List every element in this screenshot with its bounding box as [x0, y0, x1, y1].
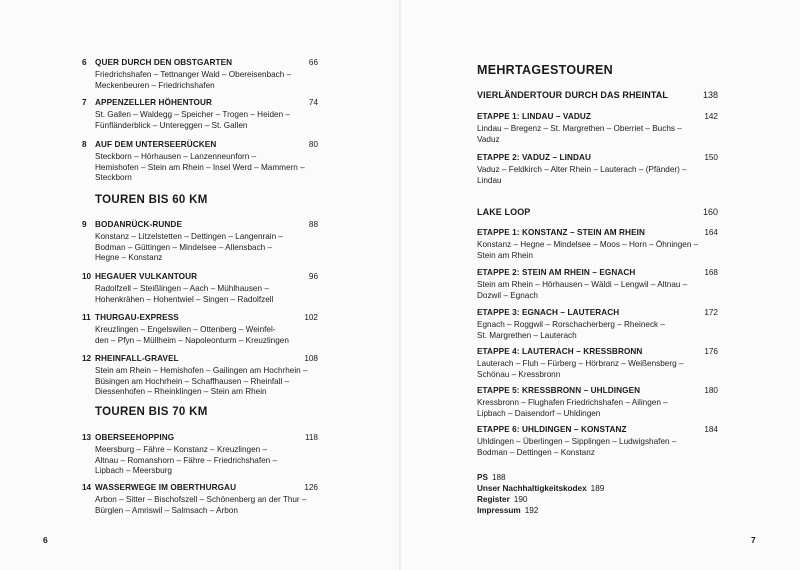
entry-number: 6	[82, 58, 87, 67]
entry-page: 184	[704, 425, 718, 434]
appendix-label: Register	[477, 495, 510, 504]
route-line: Stein am Rhein – Hemishofen – Gailingen am Hochrhein –	[95, 366, 308, 375]
route-line: Friedrichshafen – Tettnanger Wald – Obereisenbach –	[95, 70, 292, 79]
entry-page: 164	[704, 228, 718, 237]
entry-title: QUER DURCH DEN OBSTGARTEN	[95, 58, 233, 67]
toc-tour-entry[interactable]	[477, 207, 718, 219]
entry-title: BODANRÜCK-RUNDE	[95, 220, 183, 229]
appendix-page: 192	[524, 506, 539, 515]
route-line: Lindau	[477, 175, 502, 185]
stage-title: ETAPPE 1: LINDAU – VADUZ	[477, 112, 592, 121]
toc-stage-entry[interactable]	[477, 228, 718, 262]
route-line: Konstanz – Litzelstetten – Dettingen – Langenrain –	[95, 232, 283, 241]
toc-entry[interactable]	[82, 98, 318, 132]
toc-entry[interactable]	[82, 433, 318, 477]
stage-title: ETAPPE 6: UHLDINGEN – KONSTANZ	[477, 425, 627, 434]
entry-title: WASSERWEGE IM OBERTHURGAU	[95, 483, 237, 492]
tour-title: LAKE LOOP	[477, 207, 531, 217]
route-line: Lipbach – Meersburg	[95, 466, 172, 476]
route-line: Steckborn – Hörhausen – Lanzenneunforn –	[95, 152, 257, 161]
entry-page: 176	[704, 347, 718, 356]
toc-entry[interactable]	[82, 58, 318, 92]
entry-number: 12	[82, 354, 92, 363]
stage-title: ETAPPE 4: LAUTERACH – KRESSBRONN	[477, 347, 643, 356]
toc-stage-entry[interactable]	[477, 425, 718, 459]
route-line: Kreuzlingen – Engelswilen – Ottenberg – Weinfel-	[95, 325, 276, 334]
route-line: Stein am Rhein	[477, 250, 533, 260]
toc-tour-entry[interactable]	[477, 90, 718, 102]
route-line: Schönau – Kressbronn	[477, 369, 561, 379]
entry-page: 150	[704, 153, 718, 162]
toc-stage-entry[interactable]	[477, 308, 718, 342]
route-line: Meckenbeuren – Friedrichshafen	[95, 80, 215, 90]
route-line: Lauterach – Fluh – Fürberg – Hörbranz – Weißensberg –	[477, 359, 684, 368]
appendix-list	[477, 472, 604, 516]
appendix-label: Unser Nachhaltigkeitskodex	[477, 484, 587, 493]
route-line: Fünfländerblick – Untereggen – St. Gallen	[95, 120, 248, 130]
entry-page: 160	[702, 207, 718, 217]
toc-entry[interactable]	[82, 272, 318, 306]
entry-title: RHEINFALL-GRAVEL	[95, 354, 179, 363]
entry-page: 180	[704, 386, 718, 395]
route-line: Hohenkrähen – Hohentwiel – Singen – Radolfzell	[95, 294, 274, 304]
route-line: Lindau – Bregenz – St. Margrethen – Oberriet – Buchs –	[477, 124, 682, 133]
toc-stage-entry[interactable]	[477, 112, 718, 146]
entry-number: 7	[82, 98, 87, 107]
appendix-item[interactable]	[477, 483, 604, 494]
appendix-label: PS	[477, 473, 488, 482]
entry-page: 118	[304, 433, 318, 442]
appendix-item[interactable]	[477, 505, 604, 516]
route-line: Arbon – Sitter – Bischofszell – Schönenberg an der Thur –	[95, 495, 307, 504]
toc-entry[interactable]	[82, 483, 318, 517]
stage-title: ETAPPE 2: VADUZ – LINDAU	[477, 153, 592, 162]
route-line: Büsingen am Hochrhein – Schaffhausen – Rheinfall –	[95, 376, 290, 386]
section-heading-60km: TOUREN BIS 60 KM	[95, 194, 208, 206]
entry-page: 66	[308, 58, 318, 67]
appendix-label: Impressum	[477, 506, 521, 515]
route-line: Dozwil – Egnach	[477, 290, 538, 300]
appendix-page: 189	[590, 484, 605, 493]
page-number-right: 7	[751, 535, 756, 545]
stage-title: ETAPPE 3: EGNACH – LAUTERACH	[477, 308, 620, 317]
toc-stage-entry[interactable]	[477, 153, 718, 187]
route-line: Konstanz – Hegne – Mindelsee – Moos – Horn – Öhningen –	[477, 240, 699, 249]
route-line: Lipbach – Daisendorf – Uhldingen	[477, 408, 601, 418]
toc-stage-entry[interactable]	[477, 386, 718, 420]
entry-page: 108	[304, 354, 318, 363]
entry-page: 80	[308, 140, 318, 149]
toc-stage-entry[interactable]	[477, 268, 718, 302]
route-line: Diessenhofen – Rheinklingen – Stein am Rhein	[95, 387, 267, 397]
route-line: Stein am Rhein – Hörhausen – Wäldi – Lengwil – Altnau –	[477, 280, 688, 289]
route-line: den – Pfyn – Müllheim – Napoleonturm – Kreuzlingen	[95, 335, 289, 345]
route-line: Kressbronn – Flughafen Friedrichshafen – Ailingen –	[477, 398, 668, 407]
entry-page: 138	[702, 90, 718, 100]
entry-page: 102	[304, 313, 318, 322]
entry-number: 8	[82, 140, 87, 149]
toc-entry[interactable]	[82, 354, 318, 398]
stage-title: ETAPPE 2: STEIN AM RHEIN – EGNACH	[477, 268, 636, 277]
entry-page: 96	[308, 272, 318, 281]
page-number-left: 6	[43, 535, 48, 545]
route-line: Uhldingen – Überlingen – Sipplingen – Ludwigshafen –	[477, 437, 677, 446]
tour-title: VIERLÄNDERTOUR DURCH DAS RHEINTAL	[477, 90, 668, 100]
route-line: Hegne – Konstanz	[95, 253, 163, 263]
entry-number: 13	[82, 433, 92, 442]
entry-page: 142	[704, 112, 718, 121]
route-line: Hemishofen – Stein am Rhein – Insel Werd – Mammern –	[95, 162, 305, 172]
stage-title: ETAPPE 1: KONSTANZ – STEIN AM RHEIN	[477, 228, 646, 237]
appendix-page: 188	[491, 473, 506, 482]
entry-title: APPENZELLER HÖHENTOUR	[95, 98, 213, 107]
entry-number: 9	[82, 220, 87, 229]
entry-page: 74	[308, 98, 318, 107]
toc-stage-entry[interactable]	[477, 347, 718, 381]
entry-title: HEGAUER VULKANTOUR	[95, 272, 198, 281]
entry-page: 168	[704, 268, 718, 277]
section-heading-70km: TOUREN BIS 70 KM	[95, 406, 208, 418]
route-line: Radolfzell – Steißlingen – Aach – Mühlhausen –	[95, 284, 269, 293]
route-line: St. Gallen – Waldegg – Speicher – Trogen – Heiden –	[95, 110, 290, 119]
toc-entry[interactable]	[82, 313, 318, 347]
entry-number: 14	[82, 483, 92, 492]
entry-number: 10	[82, 272, 92, 281]
stage-title: ETAPPE 5: KRESSBRONN – UHLDINGEN	[477, 386, 641, 395]
route-line: Bodman – Dettingen – Konstanz	[477, 447, 595, 457]
toc-entry[interactable]	[82, 140, 318, 184]
entry-page: 126	[304, 483, 318, 492]
appendix-page: 190	[513, 495, 528, 504]
entry-page: 88	[308, 220, 318, 229]
appendix-item[interactable]	[477, 472, 604, 483]
route-line: Meersburg – Fähre – Konstanz – Kreuzlingen –	[95, 445, 268, 454]
route-line: Vaduz – Feldkirch – Alter Rhein – Lauterach – (Pfänder) –	[477, 165, 687, 174]
entry-title: THURGAU-EXPRESS	[95, 313, 179, 322]
entry-number: 11	[82, 313, 91, 322]
route-line: Steckborn	[95, 173, 132, 183]
route-line: Bürglen – Amriswil – Salmsach – Arbon	[95, 505, 238, 515]
entry-title: AUF DEM UNTERSEERÜCKEN	[95, 140, 217, 149]
route-line: St. Margrethen – Lauterach	[477, 330, 577, 340]
entry-title: OBERSEEHOPPING	[95, 433, 175, 442]
route-line: Vaduz	[477, 134, 500, 144]
toc-entry[interactable]	[82, 220, 318, 264]
right-page	[400, 0, 800, 570]
route-line: Egnach – Roggwil – Rorschacherberg – Rheineck –	[477, 320, 665, 329]
route-line: Bodman – Güttingen – Mindelsee – Allensbach –	[95, 242, 273, 252]
entry-page: 172	[704, 308, 718, 317]
section-heading-multiday: MEHRTAGESTOUREN	[477, 63, 613, 77]
appendix-item[interactable]	[477, 494, 604, 505]
route-line: Altnau – Romanshorn – Fähre – Friedrichshafen –	[95, 455, 278, 465]
